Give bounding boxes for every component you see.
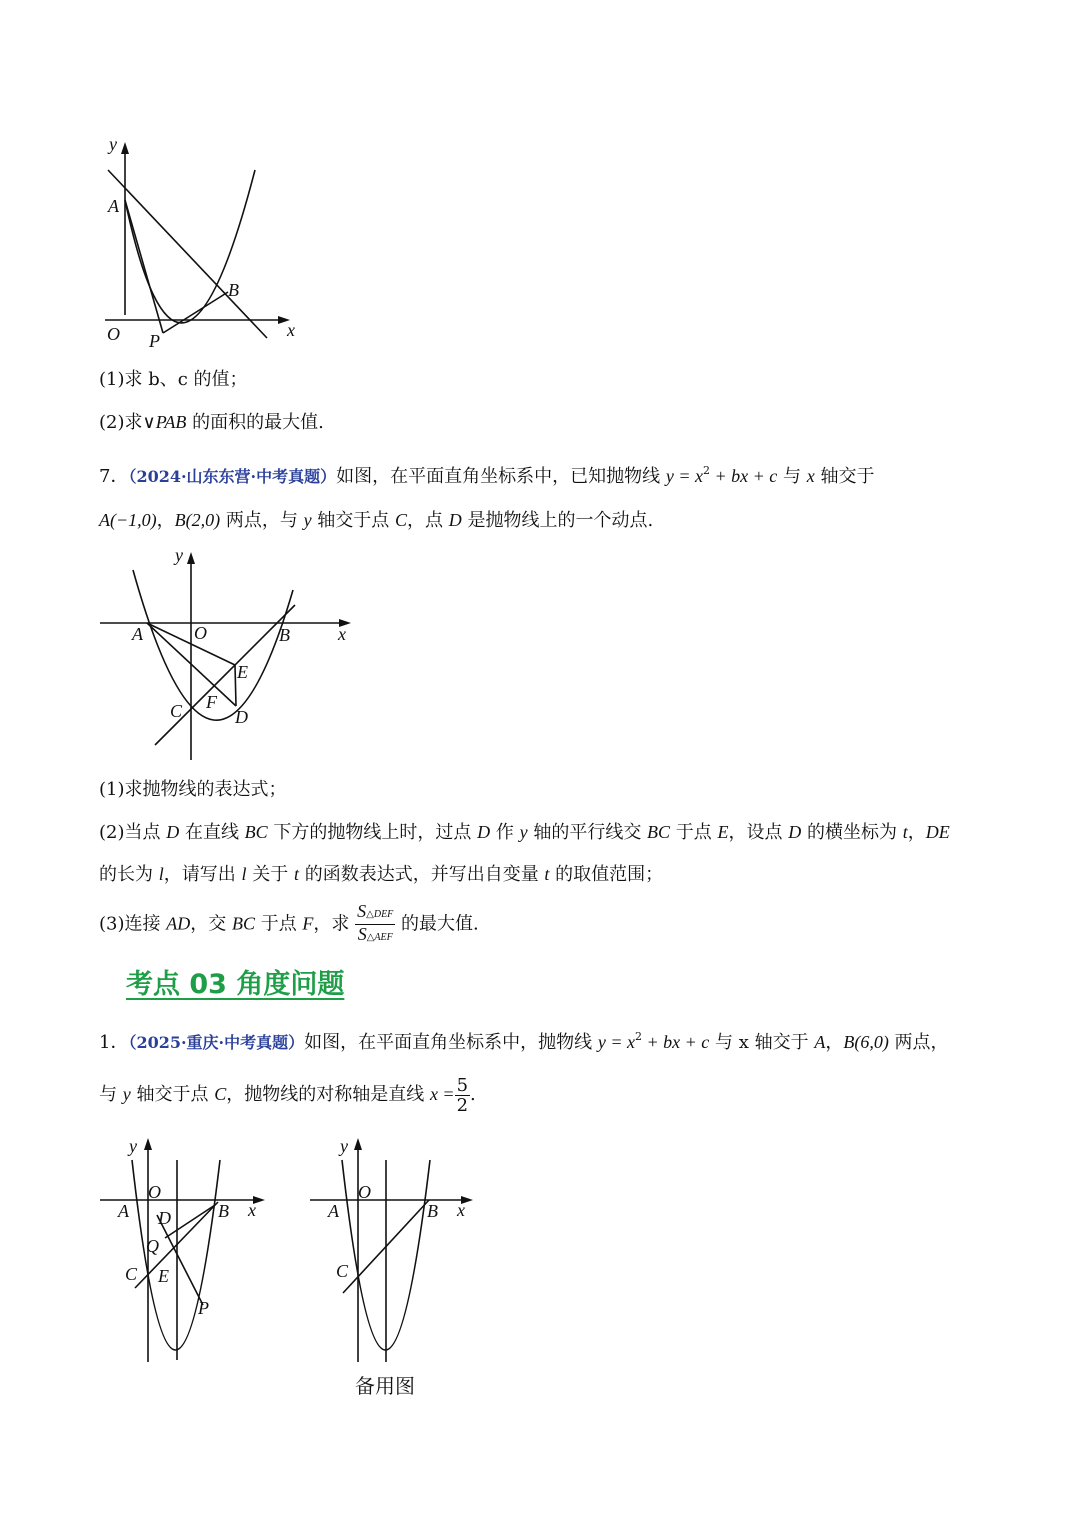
- segment-pb: [163, 292, 228, 333]
- segment-ap: [125, 200, 163, 333]
- label-p: P: [149, 331, 160, 351]
- q1-source: （2025·重庆·中考真题）: [128, 1033, 305, 1052]
- y-axis-arrow: [187, 552, 195, 564]
- q7-part2-line2: 的长为 l，请写出 l 关于 t 的函数表达式，并写出自变量 t 的取值范围；: [99, 864, 664, 885]
- label-b: B: [427, 1201, 438, 1221]
- label-a: A: [328, 1201, 339, 1221]
- label-f: F: [206, 692, 217, 712]
- segment-bq: [165, 1205, 215, 1238]
- q7-line2: A(−1,0)，B(2,0) 两点，与 y 轴交于点 C，点 D 是抛物线上的一个动点.: [99, 510, 654, 531]
- label-d: D: [235, 707, 248, 727]
- label-d: D: [158, 1208, 171, 1228]
- figure-caption: 备用图: [355, 1374, 415, 1398]
- label-c: C: [125, 1264, 138, 1284]
- label-c: C: [170, 701, 183, 721]
- figure-parabola-def: [95, 540, 365, 765]
- label-x: x: [338, 624, 346, 644]
- label-y: y: [109, 134, 117, 154]
- label-a: A: [108, 196, 119, 216]
- label-x: x: [287, 320, 295, 340]
- ratio-fraction: $\frac{\text{S△DEF}}{\text{S△AEF}}$: [357, 901, 394, 944]
- label-y: y: [175, 545, 183, 565]
- label-x: x: [457, 1200, 465, 1220]
- segment-de: [235, 665, 236, 706]
- q6-part1: (1)求 b、c 的值；: [99, 369, 248, 390]
- q7-part2-line1: (2)当点 D 在直线 BC 下方的抛物线上时，过点 D 作 y 轴的平行线交 BC 于点 E，设点 D 的横坐标为 t，DE: [99, 822, 950, 843]
- q7-part3: (3)连接 AD，交 BC 于点 F，求 $\frac{\text{S△DEF}}{\text{S△AEF}}$ 的最大值.: [99, 902, 479, 947]
- figure-backup: [305, 1130, 485, 1370]
- label-y: y: [340, 1136, 348, 1156]
- axis-fraction: $\frac{5}{2}$: [456, 1074, 469, 1116]
- label-e: E: [158, 1266, 169, 1286]
- label-o: O: [148, 1182, 161, 1202]
- q1-line2: 与 y 轴交于点 C，抛物线的对称轴是直线 x = $\frac{5}{2}$ .: [99, 1074, 476, 1116]
- label-b: B: [279, 625, 290, 645]
- y-axis-arrow: [354, 1138, 362, 1150]
- q7-source: （2024·山东东营·中考真题）: [128, 467, 337, 486]
- q7-line1: 7．（2024·山东东营·中考真题）如图，在平面直角坐标系中，已知抛物线 $y = x^2$ + bx + c 与 x 轴交于: [99, 464, 875, 487]
- label-a: A: [118, 1201, 129, 1221]
- y-axis-arrow: [144, 1138, 152, 1150]
- line-bc: [155, 605, 295, 745]
- y-axis-arrow: [121, 142, 129, 154]
- label-y: y: [129, 1136, 137, 1156]
- label-o: O: [107, 324, 120, 344]
- label-b: B: [218, 1201, 229, 1221]
- label-x: x: [248, 1200, 256, 1220]
- label-c: C: [336, 1261, 349, 1281]
- q7-part1: (1)求抛物线的表达式；: [99, 779, 287, 800]
- label-o: O: [194, 623, 207, 643]
- q6-part2: (2)求∨PAB 的面积的最大值.: [99, 412, 324, 433]
- label-p: P: [198, 1298, 209, 1318]
- label-a: A: [132, 624, 143, 644]
- label-q: Q: [146, 1236, 159, 1256]
- label-b: B: [228, 280, 239, 300]
- label-e: E: [237, 662, 248, 682]
- section-title: 考点 03 角度问题: [126, 969, 345, 1000]
- label-o: O: [358, 1182, 371, 1202]
- figure-parabola-pab: [95, 130, 310, 360]
- figure-parabola-angle: [95, 1130, 280, 1370]
- q1-line1: 1．（2025·重庆·中考真题）如图，在平面直角坐标系中，抛物线 $y = x^2$ + bx + c 与 x 轴交于 A，B(6,0) 两点，: [99, 1030, 949, 1053]
- line-ab: [108, 170, 267, 338]
